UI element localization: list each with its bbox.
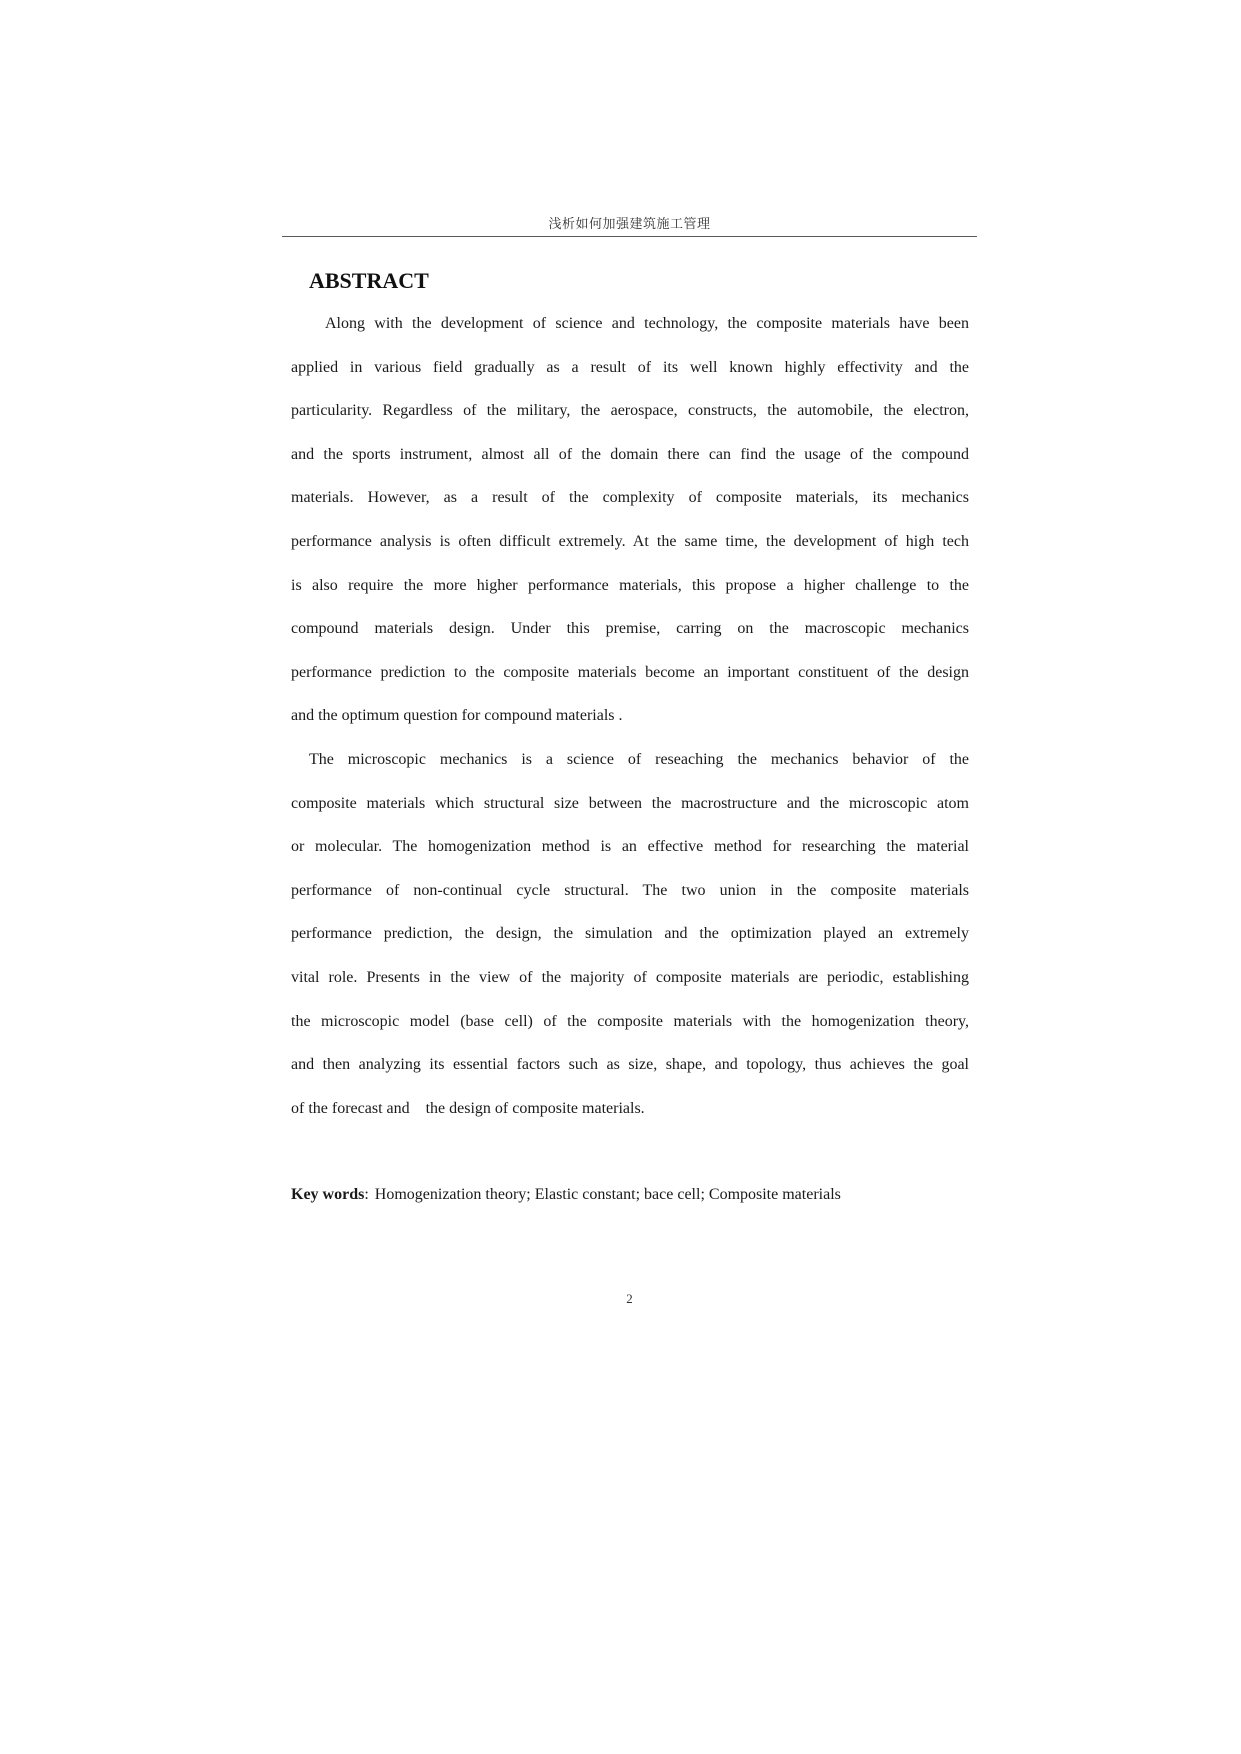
abstract-line: and the sports instrument, almost all of the domain there can find the usage of the compound [291, 445, 969, 463]
abstract-line: The microscopic mechanics is a science of reseaching the mechanics behavior of the [309, 750, 969, 768]
abstract-heading: ABSTRACT [309, 268, 429, 293]
abstract-paragraph-1 [291, 302, 969, 738]
abstract-line: or molecular. The homogenization method is an effective method for researching the material [291, 838, 969, 856]
abstract-line: vital role. Presents in the view of the majority of composite materials are periodic, establishing [291, 968, 969, 986]
page-number: 2 [626, 1291, 633, 1306]
abstract-line: performance analysis is often difficult extremely. At the same time, the development of high tech [291, 532, 969, 550]
keywords-text: Homogenization theory; Elastic constant; bace cell; Composite materials [374, 1186, 841, 1203]
abstract-line: is also require the more higher performance materials, this propose a higher challenge to the [291, 576, 969, 594]
abstract-line: of the forecast and the design of composite materials. [291, 1099, 645, 1117]
abstract-line: particularity. Regardless of the military, the aerospace, constructs, the automobile, the electron, [291, 402, 969, 420]
keywords-label: Key words [291, 1186, 365, 1203]
abstract-paragraph-2 [291, 738, 969, 1130]
abstract-line: applied in various field gradually as a result of its well known highly effectivity and the [291, 358, 969, 376]
abstract-line: Along with the development of science and technology, the composite materials have been [325, 315, 969, 332]
abstract-line: materials. However, as a result of the complexity of composite materials, its mechanics [291, 489, 969, 507]
abstract-line: compound materials design. Under this premise, carring on the macroscopic mechanics [291, 620, 969, 638]
header-rule [282, 236, 977, 237]
abstract-line: the microscopic model (base cell) of the composite materials with the homogenization theory, [291, 1012, 969, 1030]
abstract-line: performance of non-continual cycle structural. The two union in the composite materials [291, 881, 969, 899]
keywords [291, 1173, 969, 1217]
abstract-line: and then analyzing its essential factors such as size, shape, and topology, thus achieves the goal [291, 1056, 969, 1074]
abstract-line: performance prediction, the design, the simulation and the optimization played an extremely [291, 925, 969, 943]
abstract-line: composite materials which structural size between the macrostructure and the microscopic atom [291, 794, 969, 812]
abstract-body [291, 302, 969, 1130]
running-header: 浅析如何加强建筑施工管理 [548, 217, 711, 232]
abstract-line: and the optimum question for compound materials . [291, 707, 623, 725]
keywords-separator: : [364, 1186, 369, 1203]
abstract-line: performance prediction to the composite materials become an important constituent of the design [291, 663, 969, 681]
